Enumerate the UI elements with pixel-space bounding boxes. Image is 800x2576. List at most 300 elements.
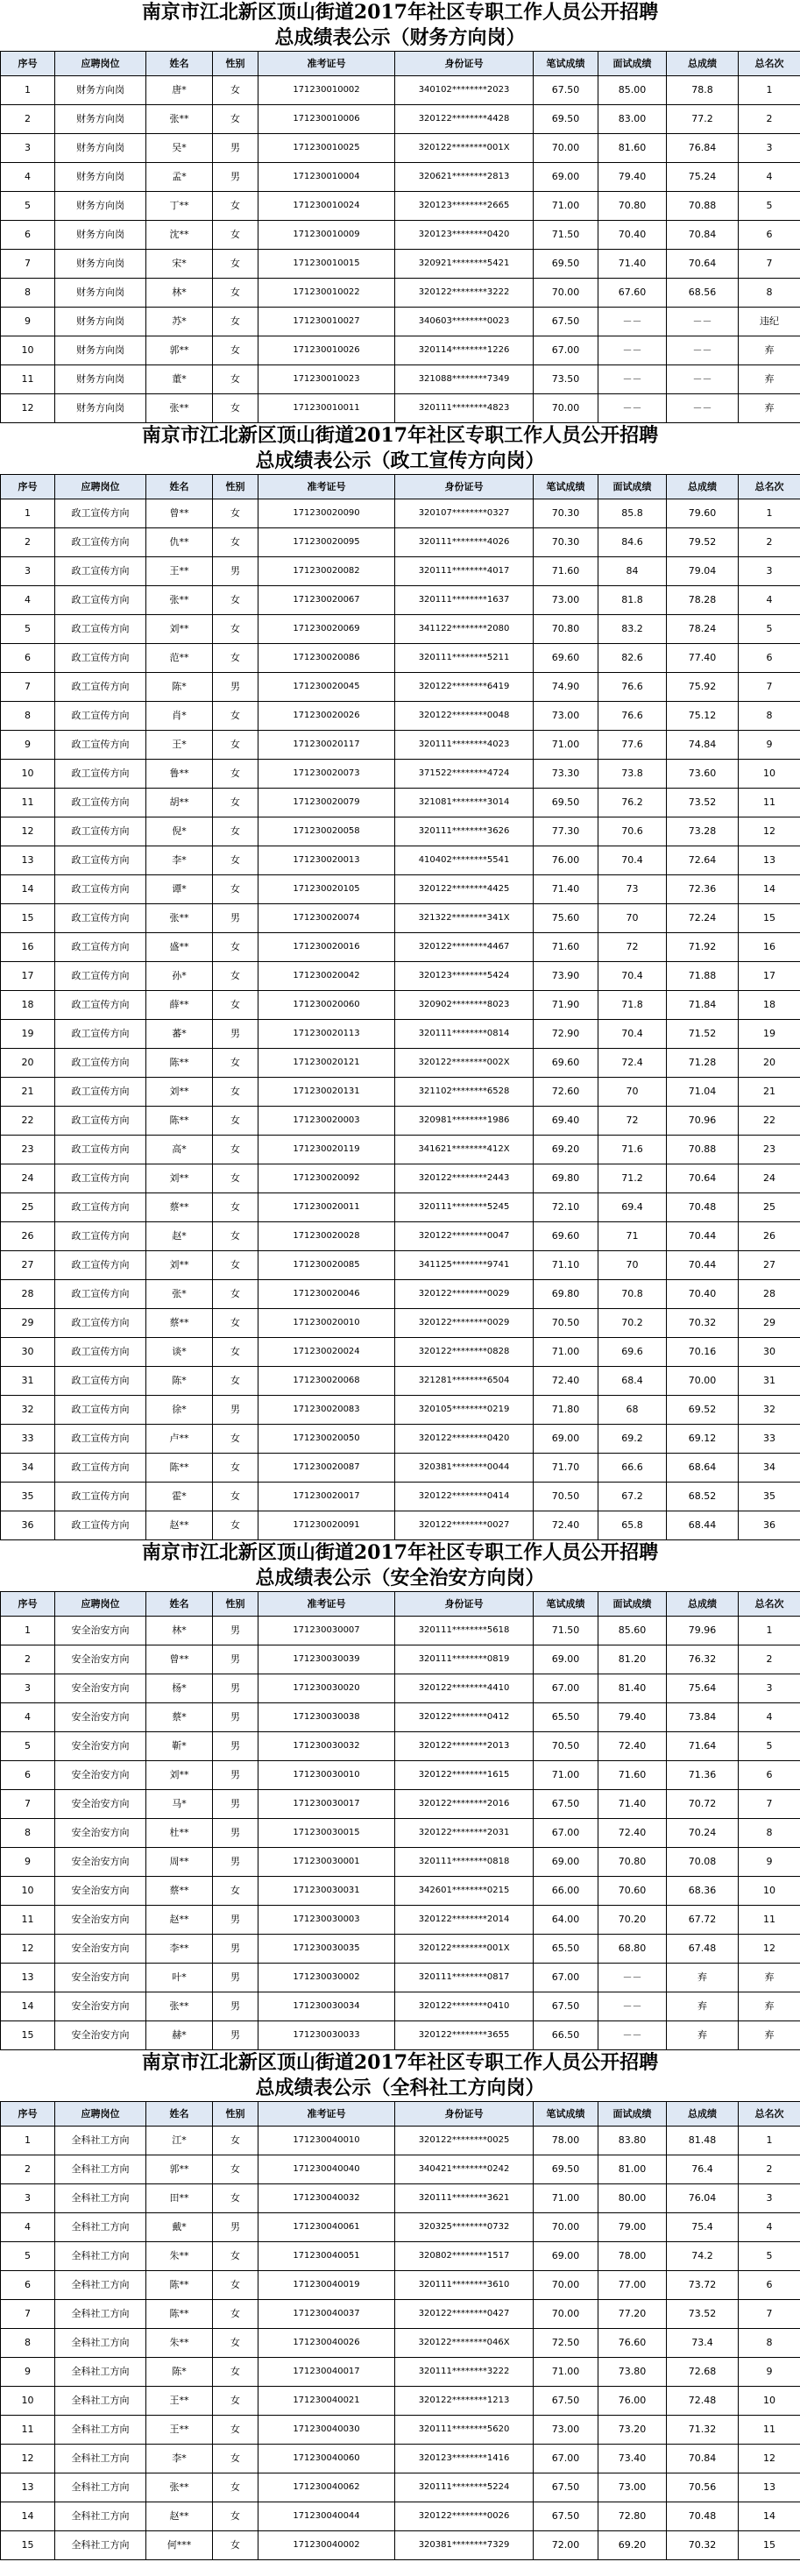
written-score-cell: 69.20: [534, 1136, 598, 1164]
total-score-cell: 73.52: [667, 2300, 739, 2329]
name-cell: 王**: [146, 2416, 213, 2445]
total-score-cell: 75.24: [667, 163, 739, 192]
position-cell: 政工宣传方向: [55, 1396, 146, 1425]
name-cell: 蕃*: [146, 1020, 213, 1049]
table-row: [1, 221, 800, 250]
total-score-cell: 75.92: [667, 673, 739, 702]
table-row: [1, 991, 800, 1020]
gender-cell: 女: [213, 2242, 258, 2271]
ticket-no-cell: 171230020092: [258, 1164, 395, 1193]
written-score-cell: 70.50: [534, 1483, 598, 1511]
table-row: [1, 1136, 800, 1164]
name-cell: 张**: [146, 904, 213, 933]
table-row: [1, 1483, 800, 1511]
written-score-cell: 69.00: [534, 1848, 598, 1877]
ticket-no-cell: 171230010006: [258, 105, 395, 134]
ticket-no-cell: 171230010004: [258, 163, 395, 192]
interview-score-cell: －－: [598, 308, 667, 336]
gender-cell: 女: [213, 991, 258, 1020]
name-cell: 霍*: [146, 1483, 213, 1511]
written-score-cell: 77.30: [534, 817, 598, 846]
column-header-id-no: 身份证号: [395, 1592, 534, 1617]
id-no-cell: 320325********0732: [395, 2213, 534, 2242]
ticket-no-cell: 171230020087: [258, 1454, 395, 1483]
seq-cell: 2: [1, 2155, 55, 2184]
written-score-cell: 70.00: [534, 394, 598, 423]
interview-score-cell: 70.6: [598, 817, 667, 846]
ticket-no-cell: 171230020083: [258, 1396, 395, 1425]
gender-cell: 女: [213, 192, 258, 221]
interview-score-cell: 71.60: [598, 1761, 667, 1790]
total-score-cell: 69.12: [667, 1425, 739, 1454]
ticket-no-cell: 171230010009: [258, 221, 395, 250]
written-score-cell: 70.00: [534, 279, 598, 308]
name-cell: 刘**: [146, 1164, 213, 1193]
name-cell: 蔡**: [146, 1309, 213, 1338]
name-cell: 陈**: [146, 2300, 213, 2329]
rank-cell: 1: [739, 1617, 800, 1645]
rank-cell: 8: [739, 1819, 800, 1848]
seq-cell: 5: [1, 2242, 55, 2271]
name-cell: 谈*: [146, 1338, 213, 1367]
total-score-cell: 79.52: [667, 528, 739, 557]
rank-cell: 17: [739, 962, 800, 991]
table-row: [1, 1877, 800, 1906]
interview-score-cell: 79.00: [598, 2213, 667, 2242]
table-row: [1, 1645, 800, 1674]
ticket-no-cell: 171230030020: [258, 1674, 395, 1703]
position-cell: 财务方向岗: [55, 394, 146, 423]
title-line-2: 总成绩表公示（全科社工方向岗）: [255, 2077, 545, 2099]
rank-cell: 31: [739, 1367, 800, 1396]
gender-cell: 女: [213, 1425, 258, 1454]
ticket-no-cell: 171230020003: [258, 1107, 395, 1136]
position-cell: 财务方向岗: [55, 134, 146, 163]
total-score-cell: 78.8: [667, 76, 739, 105]
written-score-cell: 70.00: [534, 2271, 598, 2300]
name-cell: 蔡**: [146, 1877, 213, 1906]
seq-cell: 29: [1, 1309, 55, 1338]
total-score-cell: 78.24: [667, 615, 739, 644]
id-no-cell: 320107********0327: [395, 499, 534, 528]
gender-cell: 男: [213, 1645, 258, 1674]
interview-score-cell: 73: [598, 875, 667, 904]
id-no-cell: 320122********2031: [395, 1819, 534, 1848]
written-score-cell: 71.00: [534, 1761, 598, 1790]
rank-cell: 5: [739, 192, 800, 221]
written-score-cell: 66.50: [534, 2021, 598, 2050]
total-score-cell: 70.56: [667, 2473, 739, 2502]
total-score-cell: 71.52: [667, 1020, 739, 1049]
column-header-id-no: 身份证号: [395, 2102, 534, 2127]
written-score-cell: 67.00: [534, 2445, 598, 2473]
total-score-cell: 73.28: [667, 817, 739, 846]
gender-cell: 女: [213, 1164, 258, 1193]
seq-cell: 9: [1, 1848, 55, 1877]
position-cell: 全科社工方向: [55, 2242, 146, 2271]
name-cell: 朱**: [146, 2242, 213, 2271]
ticket-no-cell: 171230020068: [258, 1367, 395, 1396]
ticket-no-cell: 171230040026: [258, 2329, 395, 2358]
seq-cell: 19: [1, 1020, 55, 1049]
position-cell: 政工宣传方向: [55, 1078, 146, 1107]
written-score-cell: 69.50: [534, 250, 598, 279]
interview-score-cell: 76.6: [598, 673, 667, 702]
position-cell: 政工宣传方向: [55, 673, 146, 702]
rank-cell: 违纪: [739, 308, 800, 336]
gender-cell: 男: [213, 1732, 258, 1761]
id-no-cell: 320111********4823: [395, 394, 534, 423]
position-cell: 政工宣传方向: [55, 875, 146, 904]
gender-cell: 女: [213, 2127, 258, 2155]
table-row: [1, 2473, 800, 2502]
id-no-cell: 320111********5245: [395, 1193, 534, 1222]
id-no-cell: 321281********6504: [395, 1367, 534, 1396]
total-score-cell: 70.64: [667, 250, 739, 279]
written-score-cell: 72.50: [534, 2329, 598, 2358]
id-no-cell: 320111********3610: [395, 2271, 534, 2300]
name-cell: 仇**: [146, 528, 213, 557]
total-score-cell: 70.44: [667, 1222, 739, 1251]
seq-cell: 15: [1, 2021, 55, 2050]
total-score-cell: 70.88: [667, 192, 739, 221]
ticket-no-cell: 171230030017: [258, 1790, 395, 1819]
gender-cell: 女: [213, 1136, 258, 1164]
table-row: [1, 1454, 800, 1483]
written-score-cell: 69.60: [534, 1222, 598, 1251]
id-no-cell: 320111********5211: [395, 644, 534, 673]
total-score-cell: 71.04: [667, 1078, 739, 1107]
written-score-cell: 69.50: [534, 105, 598, 134]
seq-cell: 8: [1, 702, 55, 731]
interview-score-cell: 73.8: [598, 760, 667, 789]
id-no-cell: 320111********4023: [395, 731, 534, 760]
interview-score-cell: 69.4: [598, 1193, 667, 1222]
ticket-no-cell: 171230020073: [258, 760, 395, 789]
position-cell: 政工宣传方向: [55, 846, 146, 875]
total-score-cell: 68.44: [667, 1511, 739, 1540]
gender-cell: 男: [213, 1396, 258, 1425]
seq-cell: 13: [1, 1964, 55, 1992]
rank-cell: 弃: [739, 1964, 800, 1992]
seq-cell: 14: [1, 2502, 55, 2531]
column-header-gender: 性别: [213, 475, 258, 499]
title-line-1: 南京市江北新区顶山街道2017年社区专职工作人员公开招聘: [141, 1, 659, 24]
rank-cell: 29: [739, 1309, 800, 1338]
table-row: [1, 1309, 800, 1338]
seq-cell: 7: [1, 250, 55, 279]
name-cell: 陈**: [146, 1107, 213, 1136]
table-row: [1, 1703, 800, 1732]
seq-cell: 10: [1, 1877, 55, 1906]
name-cell: 林*: [146, 1617, 213, 1645]
column-header-interview-score: 面试成绩: [598, 475, 667, 499]
seq-cell: 12: [1, 2445, 55, 2473]
interview-score-cell: 70.4: [598, 962, 667, 991]
name-cell: 杨*: [146, 1674, 213, 1703]
rank-cell: 25: [739, 1193, 800, 1222]
interview-score-cell: 72: [598, 933, 667, 962]
gender-cell: 女: [213, 1049, 258, 1078]
total-score-cell: 70.00: [667, 1367, 739, 1396]
column-header-name: 姓名: [146, 2102, 213, 2127]
written-score-cell: 70.00: [534, 134, 598, 163]
interview-score-cell: 77.6: [598, 731, 667, 760]
ticket-no-cell: 171230020069: [258, 615, 395, 644]
gender-cell: 女: [213, 2184, 258, 2213]
id-no-cell: 320122********4428: [395, 105, 534, 134]
gender-cell: 女: [213, 1280, 258, 1309]
name-cell: 赵*: [146, 1222, 213, 1251]
name-cell: 宋*: [146, 250, 213, 279]
seq-cell: 23: [1, 1136, 55, 1164]
id-no-cell: 320123********0420: [395, 221, 534, 250]
rank-cell: 4: [739, 1703, 800, 1732]
interview-score-cell: 85.60: [598, 1617, 667, 1645]
interview-score-cell: 70: [598, 1251, 667, 1280]
ticket-no-cell: 171230010024: [258, 192, 395, 221]
written-score-cell: 71.00: [534, 1338, 598, 1367]
interview-score-cell: 71.40: [598, 1790, 667, 1819]
rank-cell: 2: [739, 105, 800, 134]
ticket-no-cell: 171230020046: [258, 1280, 395, 1309]
id-no-cell: 320122********2013: [395, 1732, 534, 1761]
seq-cell: 1: [1, 76, 55, 105]
header-row: [1, 475, 800, 499]
id-no-cell: 341122********2080: [395, 615, 534, 644]
table-row: [1, 336, 800, 365]
written-score-cell: 70.80: [534, 615, 598, 644]
written-score-cell: 69.50: [534, 789, 598, 817]
rank-cell: 11: [739, 1906, 800, 1935]
total-score-cell: 70.88: [667, 1136, 739, 1164]
seq-cell: 15: [1, 904, 55, 933]
position-cell: 安全治安方向: [55, 1992, 146, 2021]
total-score-cell: 70.72: [667, 1790, 739, 1819]
rank-cell: 5: [739, 1732, 800, 1761]
seq-cell: 8: [1, 2329, 55, 2358]
rank-cell: 27: [739, 1251, 800, 1280]
name-cell: 苏*: [146, 308, 213, 336]
ticket-no-cell: 171230020086: [258, 644, 395, 673]
written-score-cell: 69.00: [534, 1645, 598, 1674]
table-row: [1, 1906, 800, 1935]
gender-cell: 男: [213, 1848, 258, 1877]
position-cell: 全科社工方向: [55, 2127, 146, 2155]
position-cell: 安全治安方向: [55, 1761, 146, 1790]
written-score-cell: 71.80: [534, 1396, 598, 1425]
id-no-cell: 320122********002X: [395, 1049, 534, 1078]
position-cell: 财务方向岗: [55, 250, 146, 279]
rank-cell: 32: [739, 1396, 800, 1425]
gender-cell: 男: [213, 1761, 258, 1790]
id-no-cell: 340603********0023: [395, 308, 534, 336]
rank-cell: 弃: [739, 394, 800, 423]
ticket-no-cell: 171230020013: [258, 846, 395, 875]
rank-cell: 10: [739, 2387, 800, 2416]
id-no-cell: 320111********5618: [395, 1617, 534, 1645]
position-cell: 安全治安方向: [55, 1617, 146, 1645]
seq-cell: 1: [1, 2127, 55, 2155]
rank-cell: 7: [739, 1790, 800, 1819]
name-cell: 曾**: [146, 1645, 213, 1674]
seq-cell: 5: [1, 192, 55, 221]
name-cell: 戴*: [146, 2213, 213, 2242]
seq-cell: 9: [1, 2358, 55, 2387]
column-header-seq: 序号: [1, 52, 55, 76]
ticket-no-cell: 171230040032: [258, 2184, 395, 2213]
gender-cell: 女: [213, 308, 258, 336]
total-score-cell: －－: [667, 394, 739, 423]
id-no-cell: 320122********0427: [395, 2300, 534, 2329]
table-row: [1, 1964, 800, 1992]
position-cell: 政工宣传方向: [55, 962, 146, 991]
position-cell: 全科社工方向: [55, 2502, 146, 2531]
interview-score-cell: 70.60: [598, 1877, 667, 1906]
total-score-cell: 68.52: [667, 1483, 739, 1511]
total-score-cell: 71.92: [667, 933, 739, 962]
gender-cell: 女: [213, 2387, 258, 2416]
table-row: [1, 394, 800, 423]
total-score-cell: 70.48: [667, 1193, 739, 1222]
position-cell: 全科社工方向: [55, 2271, 146, 2300]
seq-cell: 13: [1, 846, 55, 875]
seq-cell: 2: [1, 528, 55, 557]
table-row: [1, 1674, 800, 1703]
table-row: [1, 1107, 800, 1136]
table-row: [1, 163, 800, 192]
table-row: [1, 2213, 800, 2242]
rank-cell: 6: [739, 1761, 800, 1790]
gender-cell: 男: [213, 1964, 258, 1992]
gender-cell: 女: [213, 615, 258, 644]
position-cell: 政工宣传方向: [55, 1483, 146, 1511]
id-no-cell: 320111********3621: [395, 2184, 534, 2213]
title-line-1: 南京市江北新区顶山街道2017年社区专职工作人员公开招聘: [141, 424, 659, 447]
table-row: [1, 1935, 800, 1964]
table-row: [1, 2387, 800, 2416]
seq-cell: 8: [1, 1819, 55, 1848]
id-no-cell: 320122********6419: [395, 673, 534, 702]
written-score-cell: 71.00: [534, 2358, 598, 2387]
id-no-cell: 320122********1213: [395, 2387, 534, 2416]
ticket-no-cell: 171230030034: [258, 1992, 395, 2021]
interview-score-cell: 70.8: [598, 1280, 667, 1309]
gender-cell: 女: [213, 1222, 258, 1251]
gender-cell: 男: [213, 163, 258, 192]
column-header-seq: 序号: [1, 2102, 55, 2127]
table-row: [1, 499, 800, 528]
column-header-position: 应聘岗位: [55, 2102, 146, 2127]
written-score-cell: 73.00: [534, 2416, 598, 2445]
table-row: [1, 2300, 800, 2329]
written-score-cell: 69.50: [534, 2155, 598, 2184]
interview-score-cell: 81.60: [598, 134, 667, 163]
table-row: [1, 134, 800, 163]
table-row: [1, 731, 800, 760]
gender-cell: 女: [213, 817, 258, 846]
column-header-total-score: 总成绩: [667, 1592, 739, 1617]
seq-cell: 36: [1, 1511, 55, 1540]
total-score-cell: 71.88: [667, 962, 739, 991]
ticket-no-cell: 171230030039: [258, 1645, 395, 1674]
table-row: [1, 1790, 800, 1819]
ticket-no-cell: 171230030002: [258, 1964, 395, 1992]
rank-cell: 26: [739, 1222, 800, 1251]
seq-cell: 6: [1, 1761, 55, 1790]
name-cell: 李*: [146, 846, 213, 875]
column-header-gender: 性别: [213, 2102, 258, 2127]
interview-score-cell: 67.2: [598, 1483, 667, 1511]
gender-cell: 男: [213, 1674, 258, 1703]
written-score-cell: 67.00: [534, 1674, 598, 1703]
id-no-cell: 320122********2016: [395, 1790, 534, 1819]
rank-cell: 10: [739, 1877, 800, 1906]
written-score-cell: 72.00: [534, 2531, 598, 2560]
gender-cell: 女: [213, 1367, 258, 1396]
rank-cell: 4: [739, 2213, 800, 2242]
rank-cell: 30: [739, 1338, 800, 1367]
position-cell: 安全治安方向: [55, 1790, 146, 1819]
written-score-cell: 65.50: [534, 1935, 598, 1964]
gender-cell: 男: [213, 557, 258, 586]
ticket-no-cell: 171230040037: [258, 2300, 395, 2329]
column-header-written-score: 笔试成绩: [534, 52, 598, 76]
table-row: [1, 904, 800, 933]
position-cell: 政工宣传方向: [55, 1511, 146, 1540]
position-cell: 政工宣传方向: [55, 789, 146, 817]
name-cell: 陈**: [146, 1049, 213, 1078]
ticket-no-cell: 171230020024: [258, 1338, 395, 1367]
gender-cell: 男: [213, 1819, 258, 1848]
ticket-no-cell: 171230020082: [258, 557, 395, 586]
seq-cell: 16: [1, 933, 55, 962]
table-row: [1, 2021, 800, 2050]
table-row: [1, 2416, 800, 2445]
name-cell: 曾**: [146, 499, 213, 528]
ticket-no-cell: 171230020095: [258, 528, 395, 557]
total-score-cell: 70.32: [667, 1309, 739, 1338]
total-score-cell: 72.36: [667, 875, 739, 904]
column-header-rank: 总名次: [739, 475, 800, 499]
rank-cell: 14: [739, 2502, 800, 2531]
results-table: [0, 51, 800, 423]
position-cell: 政工宣传方向: [55, 1049, 146, 1078]
id-no-cell: 320123********5424: [395, 962, 534, 991]
table-row: [1, 1338, 800, 1367]
total-score-cell: 72.68: [667, 2358, 739, 2387]
interview-score-cell: 70.40: [598, 221, 667, 250]
total-score-cell: 弃: [667, 1992, 739, 2021]
position-cell: 安全治安方向: [55, 1703, 146, 1732]
id-no-cell: 320111********3626: [395, 817, 534, 846]
table-row: [1, 846, 800, 875]
seq-cell: 9: [1, 308, 55, 336]
header-row: [1, 1592, 800, 1617]
table-row: [1, 702, 800, 731]
seq-cell: 20: [1, 1049, 55, 1078]
position-cell: 全科社工方向: [55, 2184, 146, 2213]
position-cell: 全科社工方向: [55, 2416, 146, 2445]
seq-cell: 26: [1, 1222, 55, 1251]
interview-score-cell: 79.40: [598, 1703, 667, 1732]
ticket-no-cell: 171230020091: [258, 1511, 395, 1540]
name-cell: 卢**: [146, 1425, 213, 1454]
table-row: [1, 1848, 800, 1877]
ticket-no-cell: 171230040044: [258, 2502, 395, 2531]
seq-cell: 11: [1, 1906, 55, 1935]
name-cell: 刘**: [146, 1761, 213, 1790]
